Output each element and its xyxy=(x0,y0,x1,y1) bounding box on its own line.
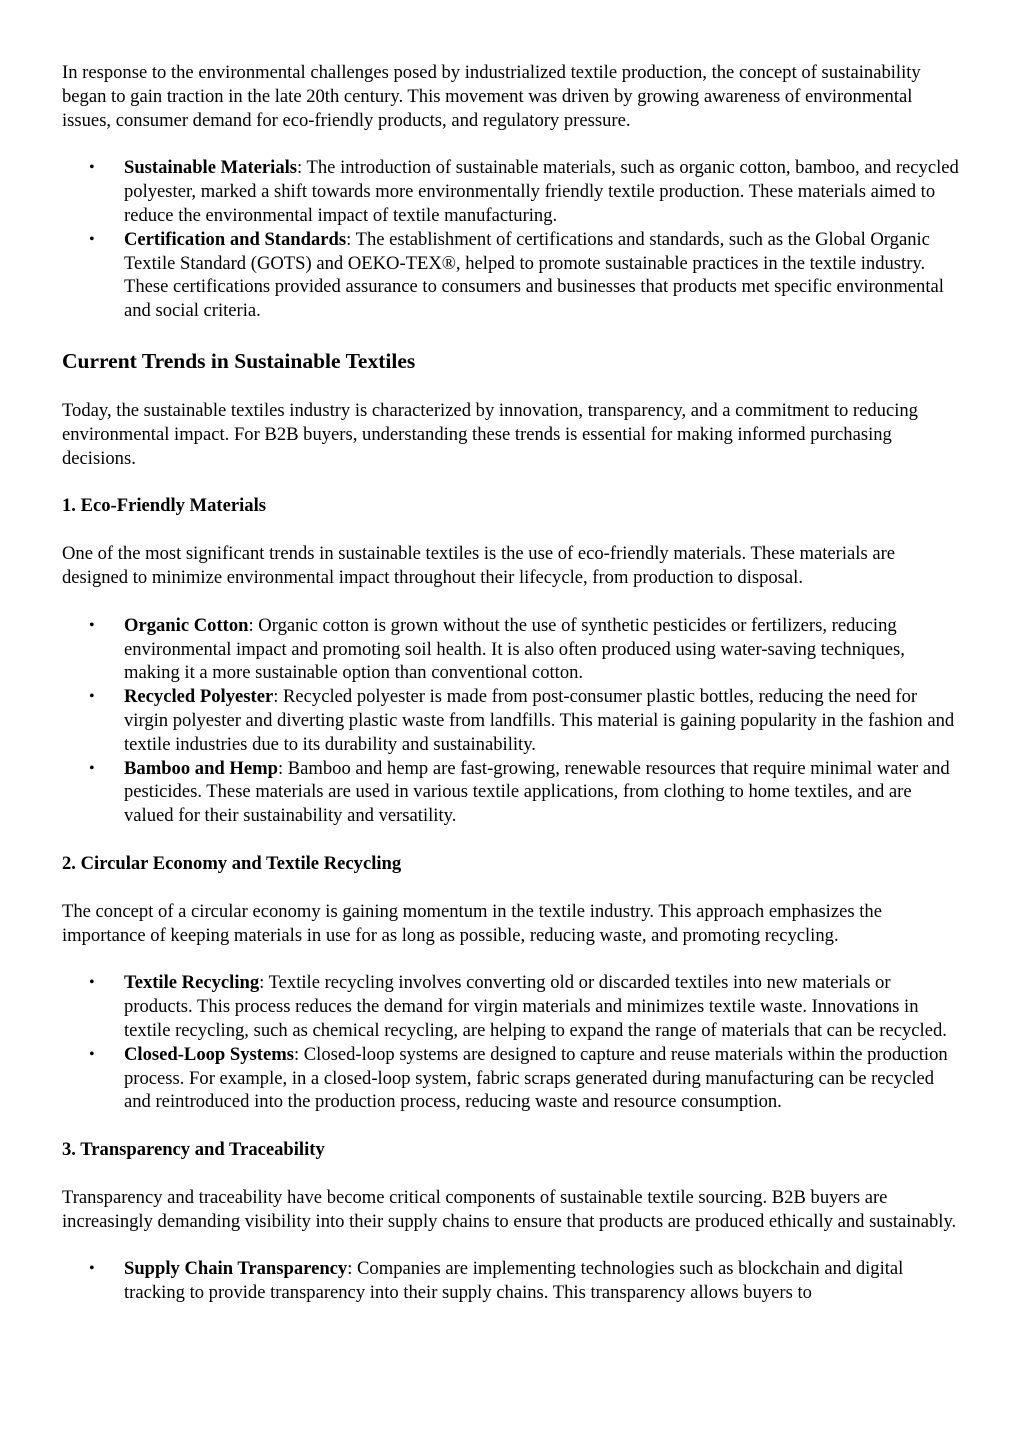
list-item xyxy=(62,757,961,828)
list-item xyxy=(62,228,961,323)
trend-paragraph: One of the most significant trends in sustainable textiles is the use of eco-friendly materials. These materials are designed to minimize environmental impact throughout their lifecycle, from production to disposal. xyxy=(62,543,896,588)
trend-bullet-list xyxy=(62,971,961,1114)
bullet-icon: • xyxy=(89,688,95,706)
list-item xyxy=(62,614,961,685)
bullet-text: : Bamboo and hemp are fast-growing, renewable resources that require minimal water and pesticides. These materials are used in various textile applications, from clothing to home textiles, and are valued for their sustainability and versatility. xyxy=(124,757,950,827)
bullet-term: Supply Chain Transparency xyxy=(124,1258,348,1280)
bullet-text: : Organic cotton is grown without the use of synthetic pesticides or fertilizers, reducing environmental impact and promoting soil health. It is also often produced using water-saving techniques, making it a more sustainable option than conventional cotton. xyxy=(124,614,905,684)
bullet-term: Certification and Standards xyxy=(124,228,347,250)
bullet-icon: • xyxy=(89,1260,95,1278)
list-item xyxy=(62,971,961,1042)
trend-bullet-list xyxy=(62,614,961,828)
bullet-text: : Companies are implementing technologies such as blockchain and digital tracking to provide transparency into their supply chains. This transparency allows buyers to xyxy=(124,1258,904,1304)
list-item xyxy=(62,1257,961,1305)
bullet-term: Textile Recycling xyxy=(124,972,260,994)
bullet-icon: • xyxy=(89,616,95,634)
trend-paragraph: The concept of a circular economy is gaining momentum in the textile industry. This approach emphasizes the importance of keeping materials in use for as long as possible, reducing waste, and promoting recycling. xyxy=(62,900,882,946)
bullet-icon: • xyxy=(89,230,95,248)
bullet-icon: • xyxy=(89,759,95,777)
bullet-text: : The establishment of certifications and standards, such as the Global Organic Textile Standard (GOTS) and OEKO-TEX®, helped to promote sustainable practices in the textile industry. These certifications provided assurance to consumers and businesses that products met specific environmental and social criteria. xyxy=(124,228,944,322)
bullet-text: : Closed-loop systems are designed to capture and reuse materials within the production process. For example, in a closed-loop system, fabric scraps generated during manufacturing can be recycled and reintroduced into the production process, reducing waste and resource consumption. xyxy=(124,1043,948,1113)
bullet-term: Sustainable Materials xyxy=(124,157,298,179)
bullet-term: Bamboo and Hemp xyxy=(124,757,278,779)
intro-bullet-list xyxy=(62,156,961,323)
bullet-term: Organic Cotton xyxy=(124,614,249,636)
section-intro-paragraph: Today, the sustainable textiles industry is characterized by innovation, transparency, and a commitment to reducing environmental impact. For B2B buyers, understanding these trends is essential for making informed purchasing decisions. xyxy=(62,399,918,469)
list-item xyxy=(62,1043,961,1114)
trend-heading: 2. Circular Economy and Textile Recycling xyxy=(62,852,402,874)
bullet-text: : Textile recycling involves converting old or discarded textiles into new materials or products. This process reduces the demand for virgin materials and minimizes textile waste. Innovations in textile recycling, such as chemical recycling, are helping to expand the range of materials that can be recycled. xyxy=(124,972,947,1041)
trend-heading: 3. Transparency and Traceability xyxy=(62,1139,325,1161)
trend-paragraph: Transparency and traceability have become critical components of sustainable textile sourcing. B2B buyers are increasingly demanding visibility into their supply chains to ensure that products are produced ethically and sustainably. xyxy=(62,1186,957,1232)
bullet-icon: • xyxy=(89,1045,95,1063)
bullet-term: Recycled Polyester xyxy=(124,686,274,708)
intro-paragraph: In response to the environmental challenges posed by industrialized textile production, the concept of sustainability began to gain traction in the late 20th century. This movement was driven by growing awareness of environmental issues, consumer demand for eco-friendly products, and regulatory pressure. xyxy=(62,62,921,131)
list-item xyxy=(62,156,961,227)
bullet-text: : Recycled polyester is made from post-consumer plastic bottles, reducing the need for virgin polyester and diverting plastic waste from landfills. This material is gaining popularity in the fashion and textile industries due to its durability and sustainability. xyxy=(124,686,955,755)
bullet-icon: • xyxy=(89,974,95,992)
section-heading: Current Trends in Sustainable Textiles xyxy=(62,348,416,373)
list-item xyxy=(62,685,961,756)
trend-bullet-list xyxy=(62,1257,961,1305)
bullet-term: Closed-Loop Systems xyxy=(124,1043,294,1065)
bullet-text: : The introduction of sustainable materials, such as organic cotton, bamboo, and recycled polyester, marked a shift towards more environmentally friendly textile production. These materials aimed to reduce the environmental impact of textile manufacturing. xyxy=(124,157,959,226)
bullet-icon: • xyxy=(89,159,95,177)
trend-heading: 1. Eco-Friendly Materials xyxy=(62,495,266,517)
